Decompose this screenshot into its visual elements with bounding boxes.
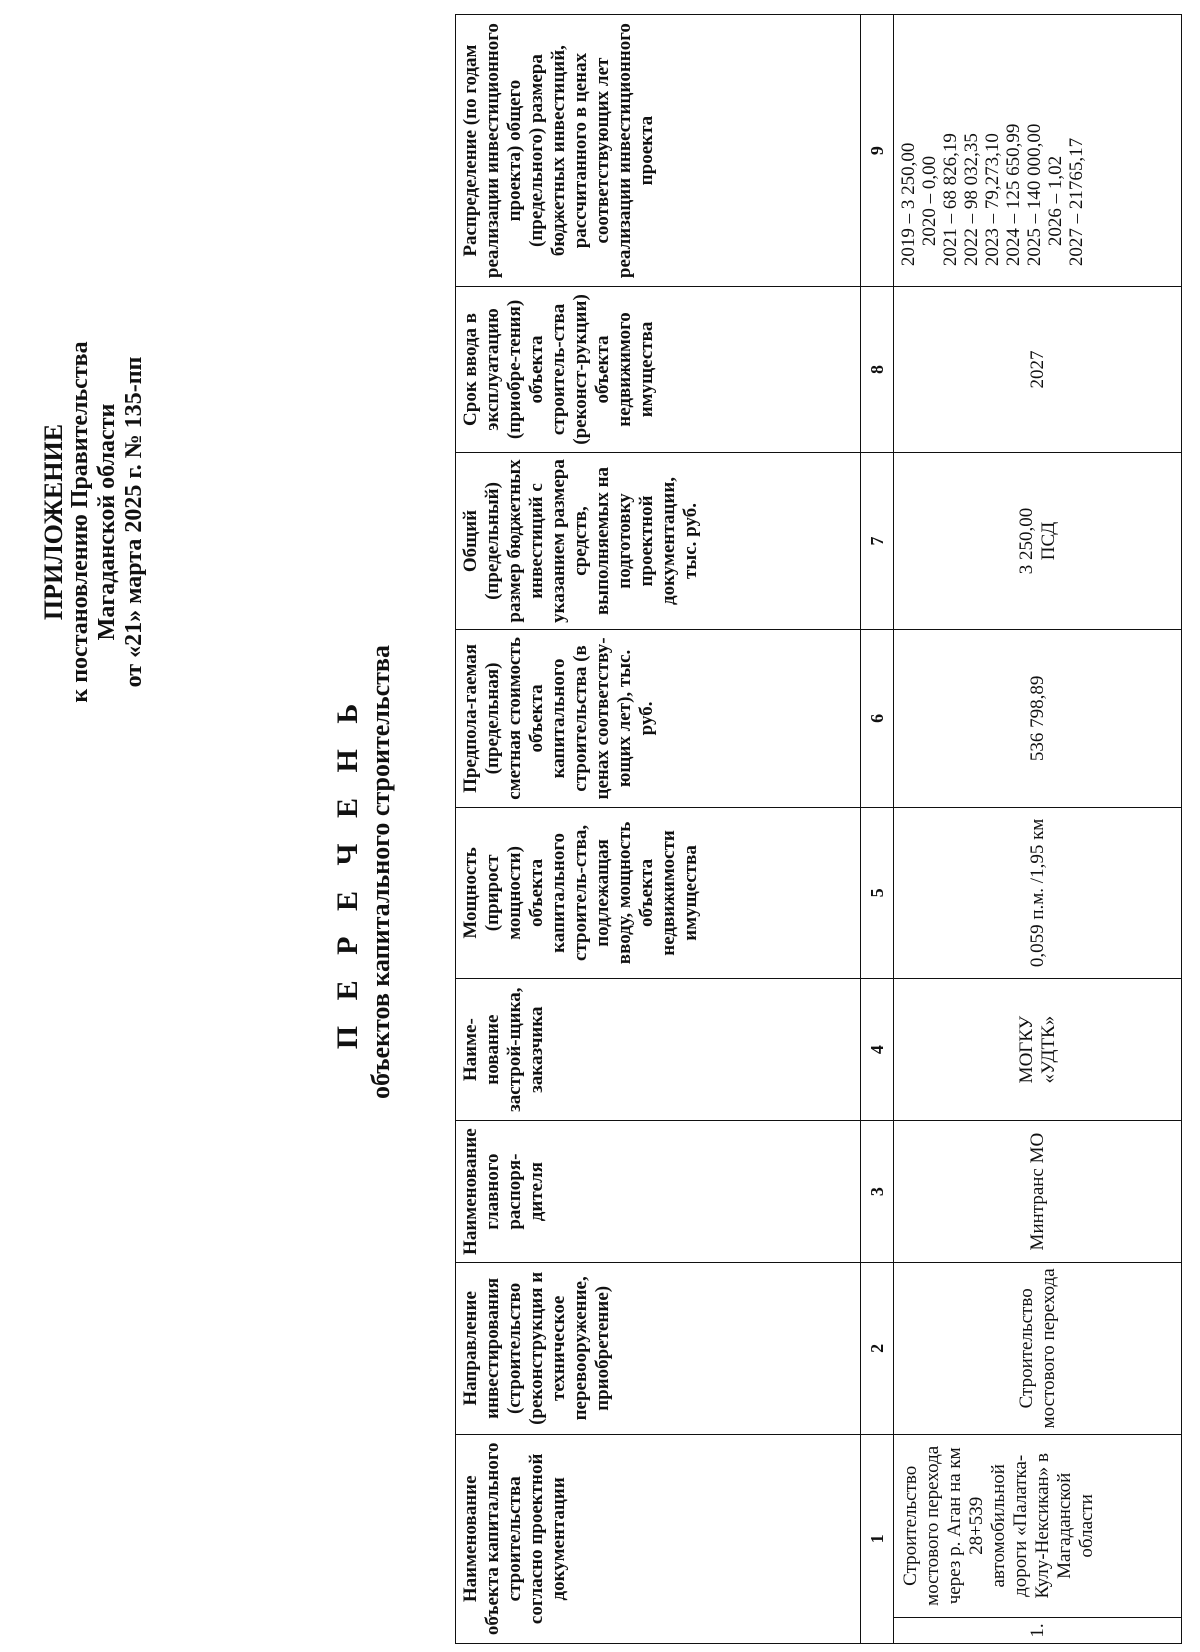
col-number-8: 8: [861, 287, 894, 453]
appendix-header: [40, 22, 148, 1022]
total-investment: [894, 452, 1182, 629]
col-header-7: Общий (предельный) размер бюджетных инвестиций с указанием размера средств, выполняемых на подготовку проектной документации, тыс. руб.: [456, 452, 861, 629]
estimated-cost: 536 798,89: [894, 630, 1182, 807]
distribution-by-year: [894, 15, 1182, 287]
distribution-item: 2019 – 3 250,00: [898, 142, 919, 267]
customer: МОГКУ «УДТК»: [894, 979, 1182, 1121]
col-header-9: Распределение (по годам реализации инвестиционного проекта) общего (предельного) размера бюджетных инвестиций, рассчитанного в ценах соответствующих лет реализации инвестиционного проекта: [456, 15, 861, 287]
col-header-2: Направление инвестирования (строительство (реконструкция и техническое перевооружение, приобретение): [456, 1263, 861, 1435]
col-number-3: 3: [861, 1121, 894, 1263]
col-header-4: Наиме-нование застрой-щика, заказчика: [456, 979, 861, 1121]
distribution-item: 2023 – 79,273,10: [982, 133, 1003, 267]
document-title: [330, 322, 396, 1422]
row-index: 1.: [894, 1617, 1182, 1643]
distribution-item: 2024 – 125 650,99: [1003, 123, 1024, 267]
header-row: [456, 15, 861, 1644]
col-number-2: 2: [861, 1263, 894, 1435]
appendix-date: от «21» марта 2025 г. № 135-пп: [121, 356, 147, 688]
col-header-1: Наименование объекта капитального строительства согласно проектной документации: [456, 1434, 861, 1643]
col-header-3: Наименование главного распоря-дителя: [456, 1121, 861, 1263]
title-main: П Е Р Е Ч Е Н Ь: [331, 694, 364, 1050]
col-number-6: 6: [861, 630, 894, 807]
objects-table-wrapper: [455, 14, 1182, 1644]
col-number-7: 7: [861, 452, 894, 629]
investment-direction: Строительство мостового перехода: [894, 1263, 1182, 1435]
title-sub: объектов капитального строительства: [366, 645, 395, 1099]
appendix-line-2: к постановлению Правительства: [67, 341, 93, 703]
appendix-line-3: Магаданской области: [94, 403, 120, 641]
capacity: 0,059 п.м. /1,95 км: [894, 807, 1182, 979]
column-number-row: [861, 15, 894, 1644]
objects-table: [455, 14, 1182, 1644]
table-row: [894, 15, 1182, 1644]
total-investment-value: 3 250,00: [1015, 507, 1037, 575]
appendix-title: ПРИЛОЖЕНИЕ: [39, 423, 68, 621]
col-number-4: 4: [861, 979, 894, 1121]
total-investment-note: ПСД: [1037, 521, 1059, 561]
col-number-1: 1: [861, 1434, 894, 1643]
col-header-6: Предпола-гаемая (предельная) сметная стоимость объекта капитального строительства (в ценах соответству-ющих лет), тыс. руб.: [456, 630, 861, 807]
distribution-item: 2025 – 140 000,00: [1024, 123, 1045, 267]
main-manager: Минтранс МО: [894, 1121, 1182, 1263]
col-header-5: Мощность (прирост мощности) объекта капитального строитель-ства, подлежащая вводу, мощность объекта недвижимости имущества: [456, 807, 861, 979]
distribution-item: 2020 – 0,00: [919, 155, 940, 247]
distribution-item: 2026 – 1,02: [1045, 155, 1066, 247]
col-number-9: 9: [861, 15, 894, 287]
commissioning-year: 2027: [894, 287, 1182, 453]
col-header-8: Срок ввода в эксплуатацию (приобре-тения) объекта строитель-ства (реконст-рукции) объекта недвижимого имущества: [456, 287, 861, 453]
col-number-5: 5: [861, 807, 894, 979]
distribution-item: 2022 – 98 032,35: [961, 133, 982, 267]
distribution-item: 2027 – 21765,17: [1066, 137, 1087, 267]
object-name: Строительство мостового перехода через р. Аган на км 28+539 автомобильной дороги «Палатка-Кулу-Нексикан» в Магаданской области: [894, 1434, 1182, 1617]
distribution-item: 2021 – 68 826,19: [940, 133, 961, 267]
